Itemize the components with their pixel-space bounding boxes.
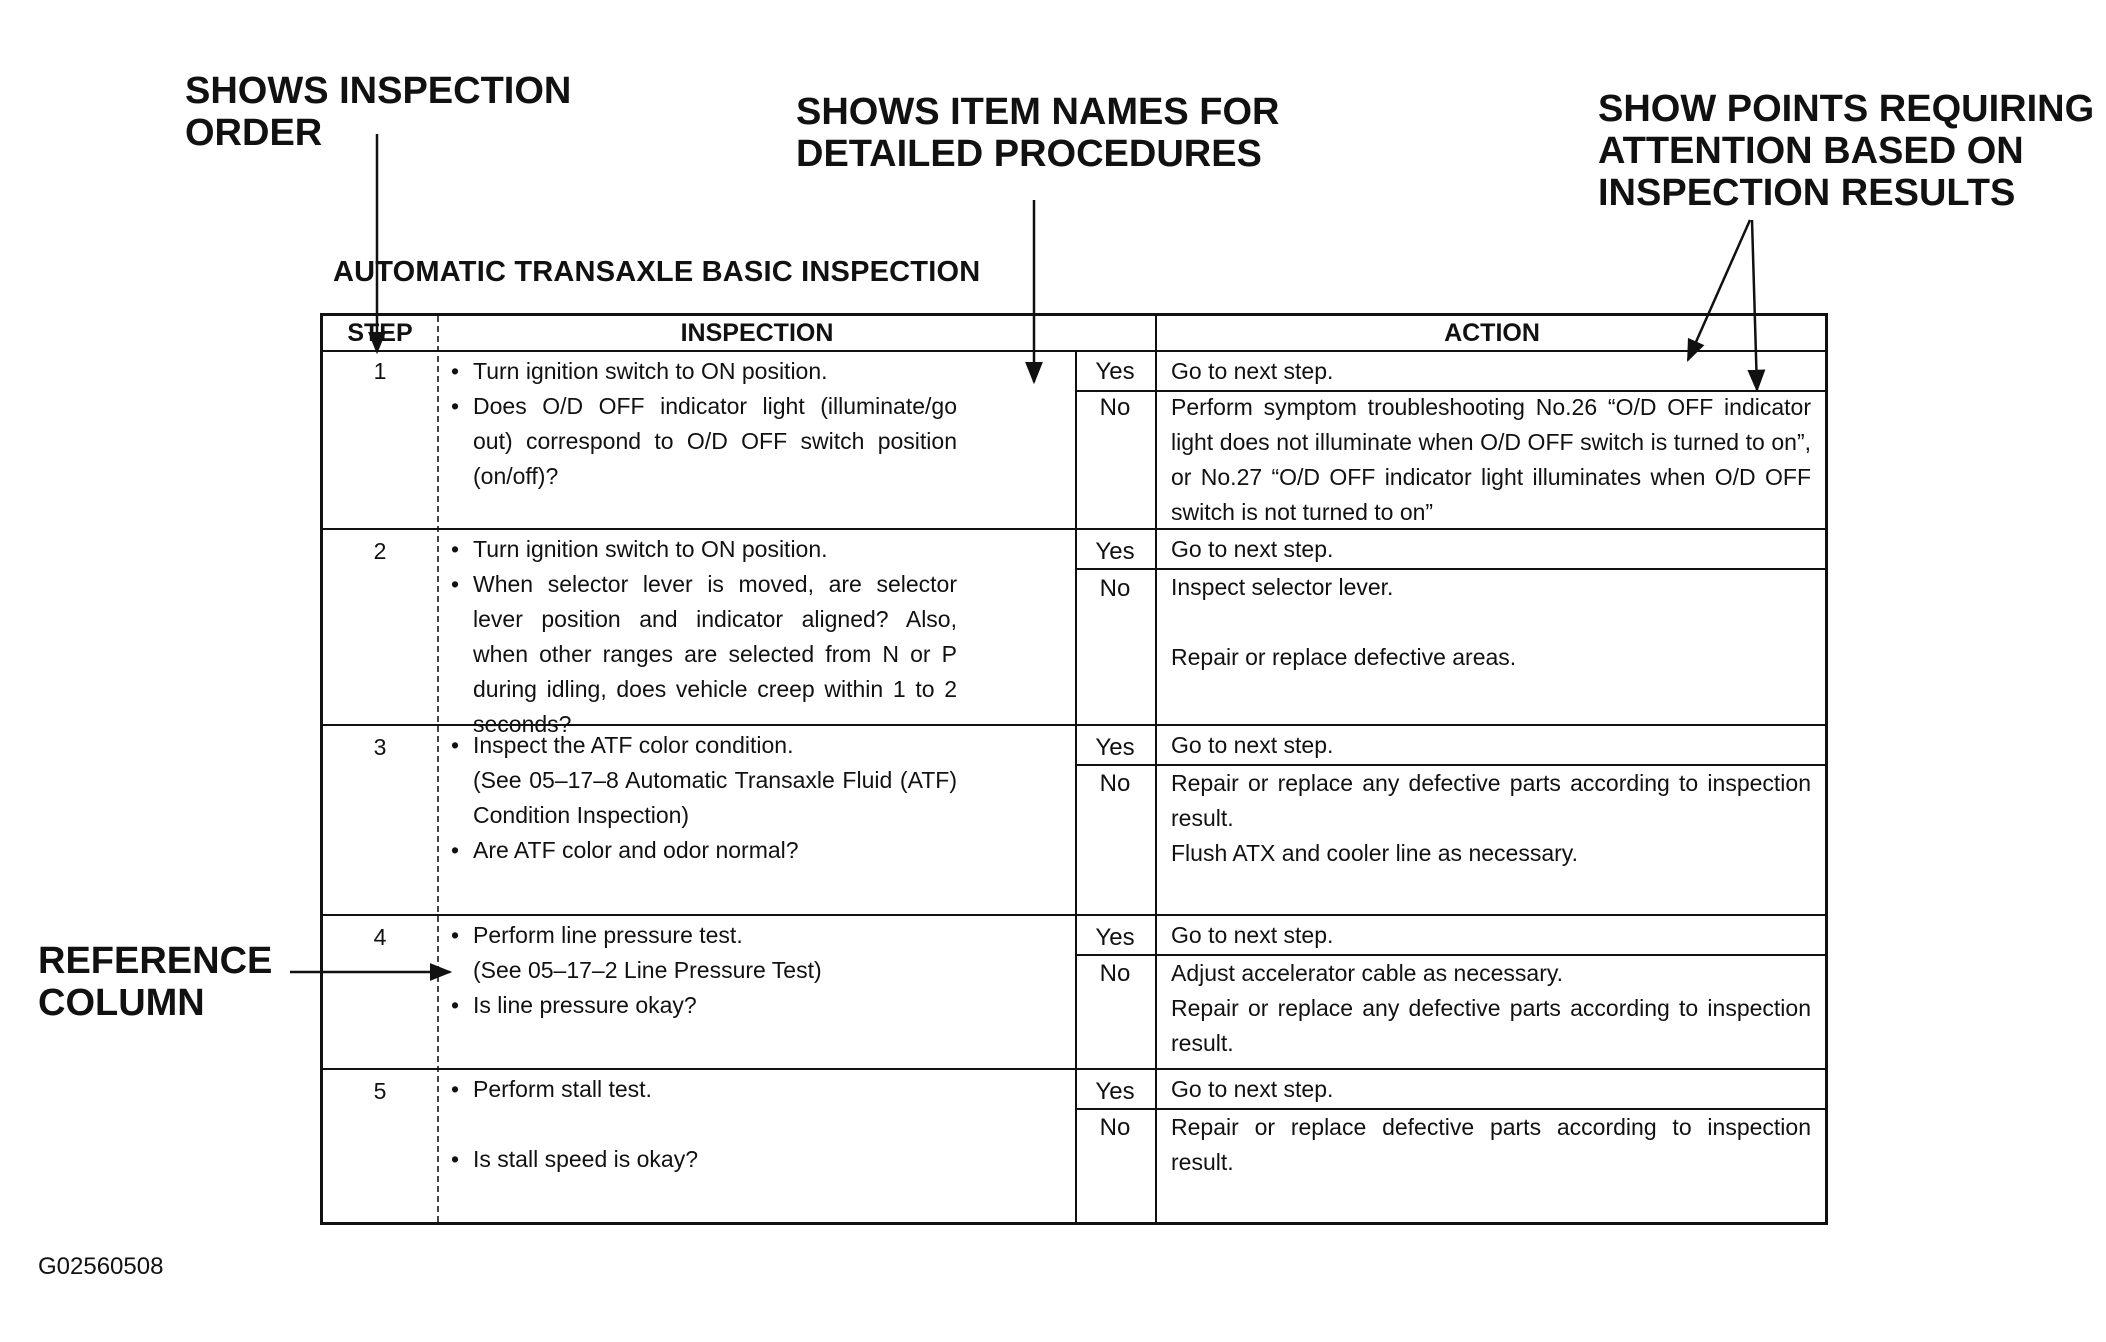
callout-line: SHOW POINTS REQUIRING bbox=[1598, 88, 2095, 130]
action-text: Inspect selector lever. bbox=[1171, 574, 1394, 600]
figure-code: G02560508 bbox=[38, 1253, 164, 1280]
step-number: 5 bbox=[373, 1078, 387, 1104]
step-number: 1 bbox=[373, 358, 387, 384]
callout-line: ORDER bbox=[185, 112, 323, 154]
action-text: Repair or replace any defective parts according to inspection result. bbox=[1171, 995, 1811, 1056]
inspection-item: • Turn ignition switch to ON position. bbox=[449, 354, 957, 389]
callout-line: ATTENTION BASED ON bbox=[1598, 130, 2024, 172]
inspection-item: • Does O/D OFF indicator light (illuminate/go out) correspond to O/D OFF switch position (on/off)? bbox=[449, 389, 957, 494]
header-action: ACTION bbox=[1444, 319, 1540, 347]
header-step: STEP bbox=[347, 319, 413, 347]
step-number: 3 bbox=[373, 734, 387, 760]
step-number: 2 bbox=[373, 538, 387, 564]
callout-line: INSPECTION RESULTS bbox=[1598, 172, 2016, 214]
no-label: No bbox=[1099, 394, 1131, 421]
action-text: Go to next step. bbox=[1171, 358, 1334, 384]
yes-label: Yes bbox=[1095, 538, 1135, 565]
action-text: Go to next step. bbox=[1171, 922, 1334, 948]
yes-label: Yes bbox=[1095, 924, 1135, 951]
inspection-item: • Perform stall test. bbox=[449, 1072, 957, 1107]
action-text: Flush ATX and cooler line as necessary. bbox=[1171, 840, 1578, 866]
inspection-item: • Inspect the ATF color condition. bbox=[449, 728, 957, 763]
no-label: No bbox=[1099, 575, 1131, 602]
callout-line: SHOWS INSPECTION bbox=[185, 70, 572, 112]
arrow-attention-2 bbox=[1752, 220, 1757, 390]
action-text: Go to next step. bbox=[1171, 536, 1334, 562]
no-label: No bbox=[1099, 1114, 1131, 1141]
callout-line: COLUMN bbox=[38, 982, 205, 1024]
inspection-item: • Perform line pressure test. bbox=[449, 918, 957, 953]
table-title: AUTOMATIC TRANSAXLE BASIC INSPECTION bbox=[333, 256, 981, 288]
action-text: Repair or replace defective parts according to inspection result. bbox=[1171, 1114, 1811, 1175]
callout-line: DETAILED PROCEDURES bbox=[796, 133, 1262, 175]
action-text: Go to next step. bbox=[1171, 732, 1334, 758]
action-text: Perform symptom troubleshooting No.26 “O/D OFF indicator light does not illuminate when O/D OFF switch is turned to on”, or No.27 “O/D OFF indicator light illuminates when O/D OFF switch is not turned to on” bbox=[1171, 394, 1811, 525]
arrow-attention-1 bbox=[1688, 220, 1750, 360]
reference-item: (See 05–17–8 Automatic Transaxle Fluid (ATF) Condition Inspection) bbox=[473, 767, 957, 828]
action-text: Repair or replace defective areas. bbox=[1171, 644, 1517, 670]
inspection-item: • Are ATF color and odor normal? bbox=[449, 833, 957, 868]
callout-line: SHOWS ITEM NAMES FOR bbox=[796, 91, 1280, 133]
header-inspection: INSPECTION bbox=[680, 319, 834, 347]
step-number: 4 bbox=[373, 924, 387, 950]
yes-label: Yes bbox=[1095, 1078, 1135, 1105]
inspection-item: • When selector lever is moved, are selector lever position and indicator aligned? Also, when other ranges are selected from N or P during idling, does vehicle creep within 1 to 2 seconds? bbox=[449, 567, 957, 742]
yes-label: Yes bbox=[1095, 734, 1135, 761]
no-label: No bbox=[1099, 960, 1131, 987]
callout-line: REFERENCE bbox=[38, 940, 273, 982]
reference-item: (See 05–17–2 Line Pressure Test) bbox=[473, 957, 822, 983]
no-label: No bbox=[1099, 770, 1131, 797]
inspection-item: • Is line pressure okay? bbox=[449, 988, 957, 1023]
action-text: Repair or replace any defective parts according to inspection result. bbox=[1171, 770, 1811, 831]
yes-label: Yes bbox=[1095, 358, 1135, 385]
action-text: Go to next step. bbox=[1171, 1076, 1334, 1102]
inspection-item: • Is stall speed is okay? bbox=[449, 1142, 957, 1177]
action-text: Adjust accelerator cable as necessary. bbox=[1171, 960, 1564, 986]
inspection-item: • Turn ignition switch to ON position. bbox=[449, 532, 957, 567]
